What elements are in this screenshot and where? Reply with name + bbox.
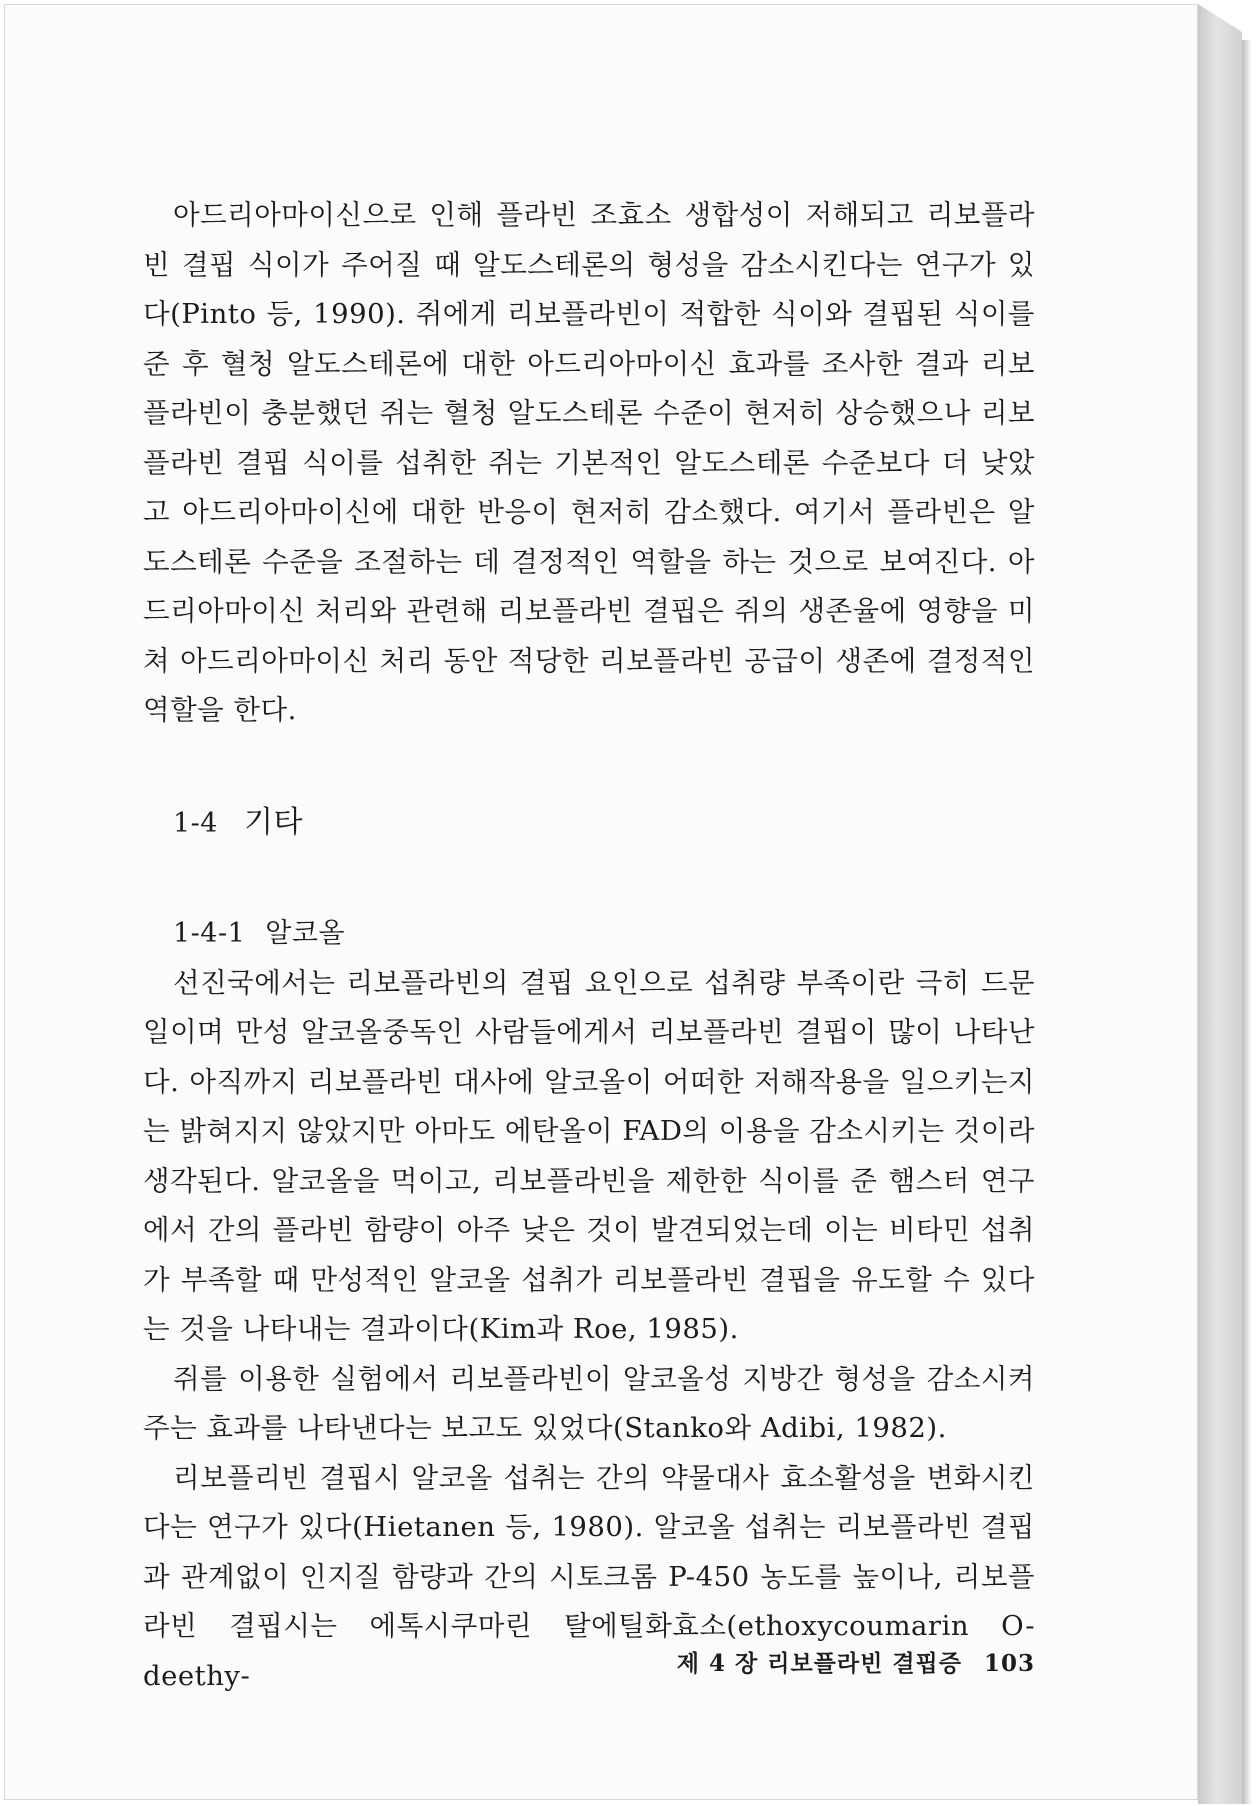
section-title: 기타 <box>243 804 303 840</box>
paragraph-alcohol-2: 쥐를 이용한 실험에서 리보플라빈이 알코올성 지방간 형성을 감소시켜주는 효과를 나타낸다는 보고도 있었다(Stanko와 Adibi, 1982). <box>143 1362 1035 1444</box>
paragraph-adriamycin: 아드리아마이신으로 인해 플라빈 조효소 생합성이 저해되고 리보플라빈 결핍 식이가 주어질 때 알도스테론의 형성을 감소시킨다는 연구가 있다(Pinto 등, 1990). 쥐에게 리보플라빈이 적합한 식이와 결핍된 식이를 준 후 혈청 알도스테론에 대한 아드리아마이신 효과를 조사한 결과 리보플라빈이 충분했던 쥐는 혈청 알도스테론 수준이 현저히 상승했으나 리보플라빈 결핍 식이를 섭취한 쥐는 기본적인 알도스테론 수준보다 더 낮았고 아드리아마이신에 대한 반응이 현저히 감소했다. 여기서 플라빈은 알도스테론 수준을 조절하는 데 결정적인 역할을 하는 것으로 보여진다. 아드리아마이신 처리와 관련해 리보플라빈 결핍은 쥐의 생존율에 영향을 미쳐 아드리아마이신 처리 동안 적당한 리보플라빈 공급이 생존에 결정적인 역할을 한다. <box>143 199 1035 726</box>
book-page <box>4 4 1198 1800</box>
subsection-heading <box>173 909 1035 959</box>
chapter-title: 제 4 장 리보플라빈 결핍증 <box>676 1650 962 1677</box>
page-footer <box>655 1645 1035 1678</box>
body-text <box>143 191 1035 1701</box>
page-edge <box>1198 4 1242 1804</box>
page-edge-shadow <box>1242 40 1252 1804</box>
paragraph-alcohol-3: 리보플리빈 결핍시 알코올 섭취는 간의 약물대사 효소활성을 변화시킨다는 연구가 있다(Hietanen 등, 1980). 알코올 섭취는 리보플라빈 결핍과 관계없이 인지질 함량과 간의 시토크롬 P-450 농도를 높이나, 리보플라빈 결핍시는 에톡시쿠마린 탈에틸화효소(ethoxycoumarin O-deethy- <box>143 1461 1035 1692</box>
section-heading <box>173 798 1035 849</box>
section-number: 1-4 <box>173 807 218 839</box>
paragraph-alcohol-1: 선진국에서는 리보플라빈의 결핍 요인으로 섭취량 부족이란 극히 드문 일이며 만성 알코올중독인 사람들에게서 리보플라빈 결핍이 많이 나타난다. 아직까지 리보플라빈 대사에 알코올이 어떠한 저해작용을 일으키는지는 밝혀지지 않았지만 아마도 에탄올이 FAD의 이용을 감소시키는 것이라 생각된다. 알코올을 먹이고, 리보플라빈을 제한한 식이를 준 햄스터 연구에서 간의 플라빈 함량이 아주 낮은 것이 발견되었는데 이는 비타민 섭취가 부족할 때 만성적인 알코올 섭취가 리보플라빈 결핍을 유도할 수 있다는 것을 나타내는 결과이다(Kim과 Roe, 1985). <box>143 966 1035 1345</box>
subsection-title: 알코올 <box>265 917 346 949</box>
subsection-number: 1-4-1 <box>173 917 246 949</box>
page-number: 103 <box>983 1650 1035 1677</box>
